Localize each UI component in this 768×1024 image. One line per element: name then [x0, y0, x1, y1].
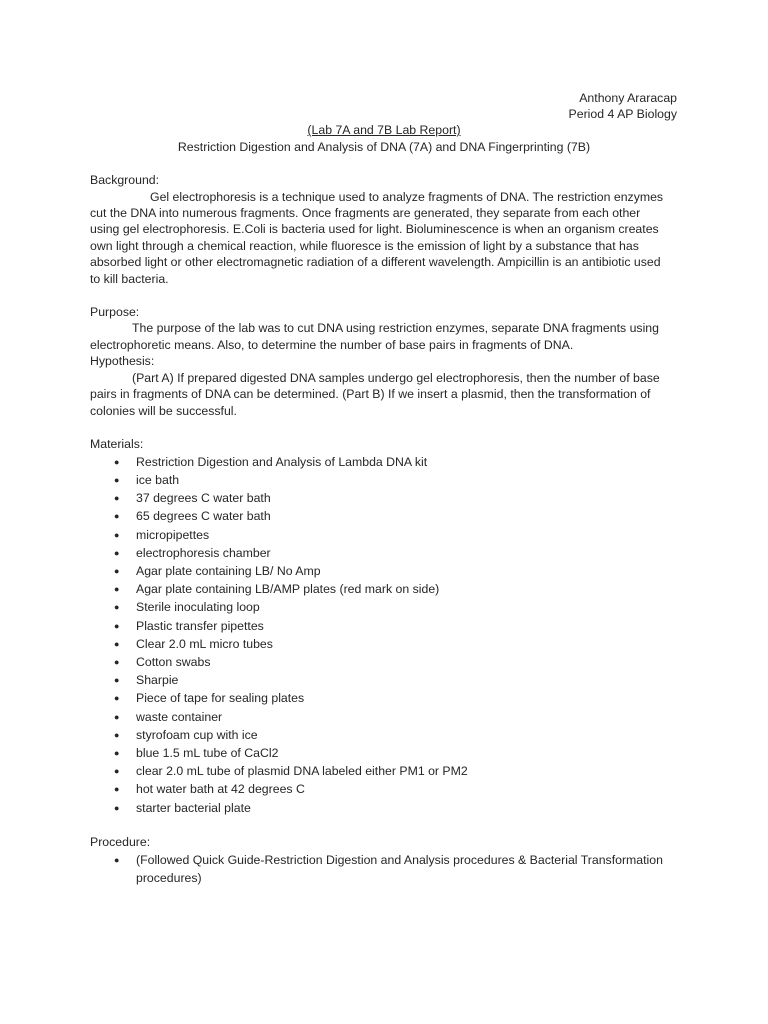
list-item: Piece of tape for sealing plates: [136, 691, 305, 705]
list-item: Restriction Digestion and Analysis of Lambda DNA kit: [136, 455, 428, 469]
bullet-marker: ●: [114, 712, 120, 722]
bullet-marker: ●: [114, 530, 120, 540]
list-item: styrofoam cup with ice: [136, 728, 258, 742]
list-item: blue 1.5 mL tube of CaCl2: [136, 746, 279, 760]
background-line: own light through a chemical reaction, while fluoresce is the emission of light by a substance that has: [90, 239, 639, 253]
background-line: absorbed light or other electromagnetic radiation of a different wavelength. Ampicillin is an antibiotic used: [90, 255, 661, 269]
bullet-marker: ●: [114, 457, 120, 467]
procedure-heading: Procedure:: [90, 835, 151, 849]
bullet-marker: ●: [114, 766, 120, 776]
list-item: clear 2.0 mL tube of plasmid DNA labeled either PM1 or PM2: [136, 764, 468, 778]
bullet-marker: ●: [114, 675, 120, 685]
list-item: Cotton swabs: [136, 655, 211, 669]
list-item: waste container: [136, 710, 223, 724]
list-item: Clear 2.0 mL micro tubes: [136, 637, 273, 651]
hypothesis-line: (Part A) If prepared digested DNA samples undergo gel electrophoresis, then the number of base: [132, 371, 660, 385]
list-item: starter bacterial plate: [136, 801, 251, 815]
author-name: Anthony Araracap: [579, 91, 677, 105]
background-line: using gel electrophoresis. E.Coli is bacteria used for light. Bioluminescence is when an organism creates: [90, 222, 659, 236]
bullet-marker: ●: [114, 584, 120, 594]
bullet-marker: ●: [114, 693, 120, 703]
bullet-marker: ●: [114, 748, 120, 758]
list-item: 37 degrees C water bath: [136, 491, 271, 505]
lab-title: (Lab 7A and 7B Lab Report): [307, 123, 461, 137]
list-item: Sharpie: [136, 673, 179, 687]
bullet-marker: ●: [114, 475, 120, 485]
list-item: Sterile inoculating loop: [136, 600, 260, 614]
bullet-marker: ●: [114, 855, 120, 865]
hypothesis-heading: Hypothesis:: [90, 354, 155, 368]
bullet-marker: ●: [114, 639, 120, 649]
list-item: electrophoresis chamber: [136, 546, 271, 560]
list-item: 65 degrees C water bath: [136, 509, 271, 523]
procedure-line: procedures): [136, 871, 202, 885]
hypothesis-line: pairs in fragments of DNA can be determined. (Part B) If we insert a plasmid, then the transformation of: [90, 387, 651, 401]
purpose-line: electrophoretic means. Also, to determine the number of base pairs in fragments of DNA.: [90, 338, 574, 352]
background-line: cut the DNA into numerous fragments. Once fragments are generated, they separate from each other: [90, 206, 641, 220]
list-item: Agar plate containing LB/AMP plates (red mark on side): [136, 582, 440, 596]
list-item: Plastic transfer pipettes: [136, 619, 264, 633]
list-item: Agar plate containing LB/ No Amp: [136, 564, 321, 578]
bullet-marker: ●: [114, 621, 120, 631]
bullet-marker: ●: [114, 730, 120, 740]
hypothesis-line: colonies will be successful.: [90, 404, 237, 418]
background-line: Gel electrophoresis is a technique used to analyze fragments of DNA. The restriction enzymes: [150, 190, 664, 204]
background-line: to kill bacteria.: [90, 272, 169, 286]
list-item: ice bath: [136, 473, 180, 487]
bullet-marker: ●: [114, 803, 120, 813]
bullet-marker: ●: [114, 657, 120, 667]
bullet-marker: ●: [114, 784, 120, 794]
background-heading: Background:: [90, 173, 160, 187]
list-item: hot water bath at 42 degrees C: [136, 782, 305, 796]
bullet-marker: ●: [114, 602, 120, 612]
purpose-line: The purpose of the lab was to cut DNA using restriction enzymes, separate DNA fragments using: [132, 321, 659, 335]
bullet-marker: ●: [114, 511, 120, 521]
bullet-marker: ●: [114, 548, 120, 558]
purpose-heading: Purpose:: [90, 305, 140, 319]
materials-heading: Materials:: [90, 437, 144, 451]
bullet-marker: ●: [114, 566, 120, 576]
bullet-marker: ●: [114, 493, 120, 503]
list-item: micropipettes: [136, 528, 210, 542]
class-period: Period 4 AP Biology: [568, 107, 677, 121]
report-subtitle: Restriction Digestion and Analysis of DNA (7A) and DNA Fingerprinting (7B): [177, 140, 591, 154]
procedure-line: (Followed Quick Guide-Restriction Digestion and Analysis procedures & Bacterial Transformation: [136, 853, 663, 867]
